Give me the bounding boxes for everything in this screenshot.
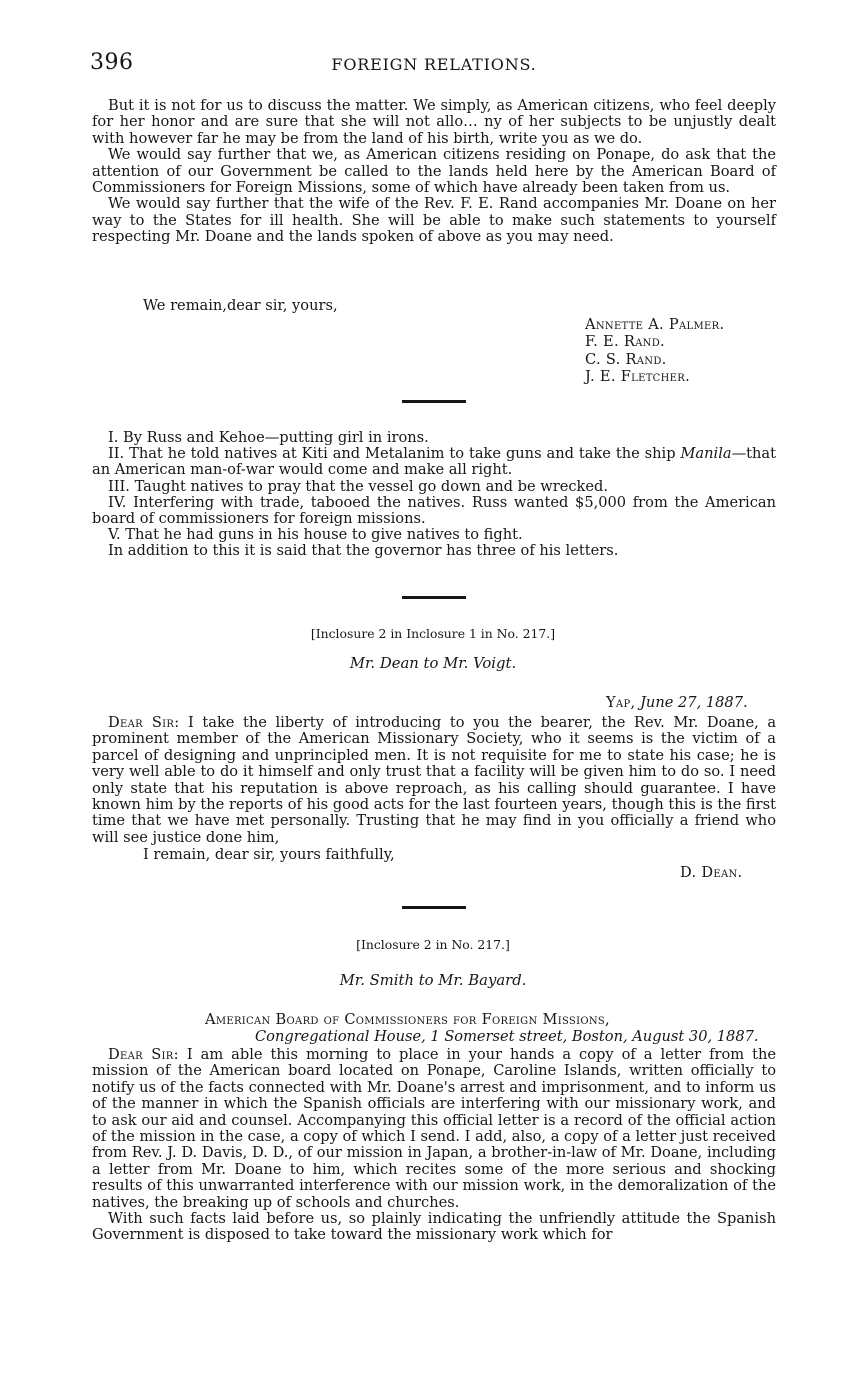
ship-name: Manila <box>680 445 732 463</box>
paragraph: We would say further that we, as American citizens residing on Ponape, do ask that the attention of our Government be called to the lands held here by the American Board of Commissioners for Foreign Missions, some of which have already been taken from us. <box>92 146 776 197</box>
organization-heading: American Board of Commissioners for Foreign Missions, <box>205 1011 610 1028</box>
inclosure-label: [Inclosure 2 in Inclosure 1 in No. 217.] <box>310 626 556 641</box>
list-item: V. That he had guns in his house to give natives to fight. <box>108 526 523 544</box>
section-divider <box>402 906 466 909</box>
signature: D. Dean. <box>680 864 743 881</box>
section-divider <box>402 596 466 599</box>
letter-caption: Mr. Dean to Mr. Voigt. <box>349 655 517 672</box>
letter-body <box>92 98 776 246</box>
paragraph: But it is not for us to discuss the matter. We simply, as American citizens, who feel deeply for her honor and are sure that she will not allo… ny of her subjects to be unjustly dealt with however far he may be from the land of his birth, write you as we do. <box>92 97 776 147</box>
paragraph: Dear Sir: I take the liberty of introducing to you the bearer, the Rev. Mr. Doane, a prominent member of the American Missionary Society, who it seems is the victim of a parcel of designing and unprincipled men. It is not requisite for me to state his case; he is very well able to do it himself and only trust that a facility will be given him to do so. I need only state that his reputation is above reproach, as his calling should guarantee. I have known him by the reports of his good acts for the last fourteen years, though this is the first time that we have met personally. Trusting that he may find in you officially a friend who will see justice done him, <box>92 714 777 846</box>
letter-body <box>92 1047 776 1244</box>
salutation: Dear Sir: <box>108 1046 179 1063</box>
charges-list <box>92 430 776 560</box>
dateline: Yap, June 27, 1887. <box>606 694 748 711</box>
signature: J. E. Fletcher. <box>585 367 691 385</box>
running-head: FOREIGN RELATIONS. <box>331 55 537 74</box>
paragraph: We would say further that the wife of the Rev. F. E. Rand accompanies Mr. Doane on her way to the States for ill health. She will be able to make such statements to yourself respecting Mr. Doane and the lands spoken of above as you may need. <box>92 195 776 246</box>
inclosure-label: [Inclosure 2 in No. 217.] <box>356 937 510 952</box>
address-line: Congregational House, 1 Somerset street, Boston, August 30, 1887. <box>255 1028 759 1045</box>
letter-body <box>92 715 776 846</box>
signature: Annette A. Palmer. <box>585 316 725 333</box>
signature: C. S. Rand. <box>585 350 667 368</box>
paragraph: With such facts laid before us, so plainly indicating the unfriendly attitude the Spanish Government is disposed to take toward the missionary work which for <box>92 1210 776 1244</box>
list-item: IV. Interfering with trade, tabooed the natives. Russ wanted $5,000 from the American board of commissioners for foreign missions. <box>92 493 776 528</box>
letter-closing: We remain,dear sir, yours, <box>143 297 338 314</box>
signature: F. E. Rand. <box>585 333 665 351</box>
list-item: III. Taught natives to pray that the vessel go down and be wrecked. <box>108 477 609 495</box>
list-item: II. That he told natives at Kiti and Metalanim to take guns and take the ship Manila—that an American man-of-war would come and make all right. <box>92 445 776 479</box>
salutation: Dear Sir: <box>108 714 180 731</box>
page-header <box>90 50 778 80</box>
paragraph: Dear Sir: I am able this morning to place in your hands a copy of a letter from the mission of the American board located on Ponape, Caroline Islands, written officially to notify us of the facts connected with Mr. Doane's arrest and imprisonment, and to inform us of the manner in which the Spanish officials are interfering with our missionary work, and to ask our aid and counsel. Accompanying this official letter is a record of the official action of the mission in the case, a copy of which I send. I add, also, a copy of a letter just received from Rev. J. D. Davis, D. D., of our mission in Japan, a brother-in-law of Mr. Doane, including a letter from Mr. Doane to him, which recites some of the more serious and shocking results of this unwarranted interference with our mission work, in the demoralization of the natives, the breaking up of schools and churches. <box>92 1046 777 1211</box>
letter-caption: Mr. Smith to Mr. Bayard. <box>339 972 527 989</box>
section-divider <box>402 400 466 403</box>
list-item: In addition to this it is said that the governor has three of his letters. <box>108 542 619 560</box>
list-item: I. By Russ and Kehoe—putting girl in irons. <box>108 429 429 446</box>
letter-closing: I remain, dear sir, yours faithfully, <box>143 846 395 863</box>
signature-block <box>585 316 724 385</box>
page-number: 396 <box>90 50 134 75</box>
